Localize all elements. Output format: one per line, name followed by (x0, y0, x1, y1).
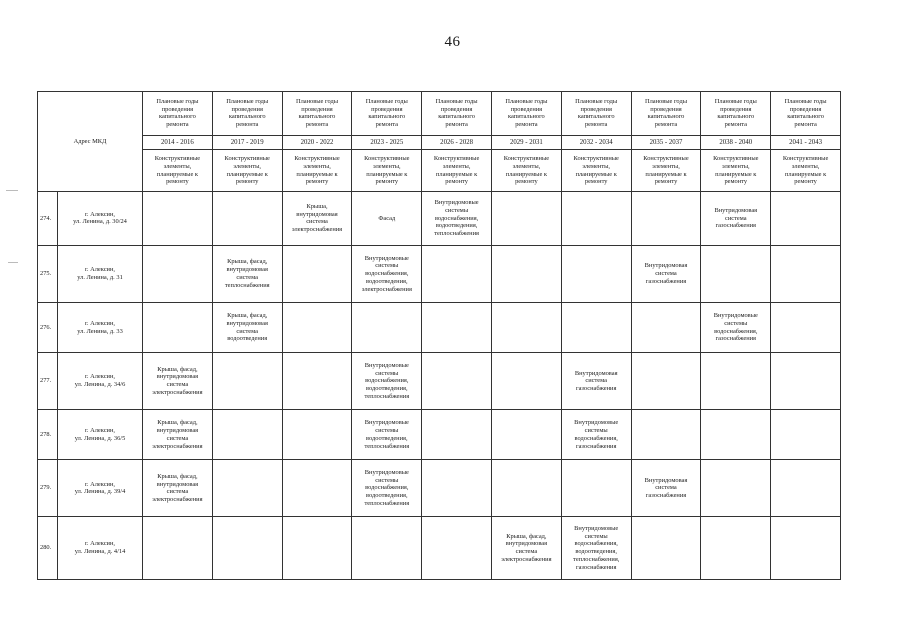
planned-years-header: Плановые годы проведения капитального ремонта (352, 92, 422, 136)
building-address: г. Алексин, ул. Ленина, д. 33 (58, 303, 143, 353)
planned-years-header: Плановые годы проведения капитального ремонта (492, 92, 562, 136)
planned-elements-cell (352, 517, 422, 580)
planned-elements-cell (212, 517, 282, 580)
planned-elements-cell: Внутридомовые системы водоснабжения, водоотведения, теплоснабжения (422, 191, 492, 245)
elements-header: Конструктивные элементы, планируемые к ремонту (561, 150, 631, 192)
planned-elements-cell (143, 303, 213, 353)
scan-margin-mark (8, 262, 18, 263)
planned-elements-cell: Внутридомовые системы водоснабжения, водоотведения, электроснабжения (352, 245, 422, 302)
planned-elements-cell (701, 353, 771, 410)
planned-elements-cell (561, 460, 631, 517)
building-address: г. Алексин, ул. Ленина, д. 31 (58, 245, 143, 302)
table-row (38, 245, 841, 302)
row-number: 276. (38, 303, 58, 353)
planned-elements-cell: Внутридомовые системы водоснабжения, водоотведения, теплоснабжения (352, 353, 422, 410)
planned-elements-cell (212, 353, 282, 410)
planned-elements-cell (282, 460, 352, 517)
elements-header: Конструктивные элементы, планируемые к ремонту (282, 150, 352, 192)
elements-header: Конструктивные элементы, планируемые к ремонту (212, 150, 282, 192)
planned-elements-cell (212, 410, 282, 460)
table-row (38, 303, 841, 353)
planned-elements-cell: Внутридомовая система газоснабжения (561, 353, 631, 410)
planned-elements-cell (492, 410, 562, 460)
planned-elements-cell (771, 303, 841, 353)
planned-elements-cell (492, 191, 562, 245)
period-header: 2023 - 2025 (352, 135, 422, 150)
planned-elements-cell: Крыша, фасад, внутридомовая система теплоснабжения (212, 245, 282, 302)
planned-elements-cell: Внутридомовые системы водоотведения, теплоснабжения (352, 410, 422, 460)
header-row-elements (38, 150, 841, 192)
planned-elements-cell: Фасад (352, 191, 422, 245)
page-number: 46 (444, 34, 461, 50)
period-header: 2017 - 2019 (212, 135, 282, 150)
address-header: Адрес МКД (38, 92, 143, 192)
planned-elements-cell (771, 245, 841, 302)
period-header: 2035 - 2037 (631, 135, 701, 150)
planned-elements-cell (771, 353, 841, 410)
row-number: 275. (38, 245, 58, 302)
planned-elements-cell (143, 191, 213, 245)
planned-elements-cell (771, 517, 841, 580)
planned-years-header: Плановые годы проведения капитального ремонта (143, 92, 213, 136)
planned-elements-cell (492, 245, 562, 302)
planned-elements-cell: Внутридомовые системы водоснабжения, водоотведения, теплоснабжения, газоснабжения (561, 517, 631, 580)
planned-elements-cell (212, 191, 282, 245)
planned-elements-cell (701, 410, 771, 460)
planned-elements-cell: Крыша, внутридомовая система электроснабжения (282, 191, 352, 245)
table-row (38, 460, 841, 517)
building-address: г. Алексин, ул. Ленина, д. 39/4 (58, 460, 143, 517)
planned-elements-cell (492, 353, 562, 410)
elements-header: Конструктивные элементы, планируемые к ремонту (631, 150, 701, 192)
planned-elements-cell (701, 460, 771, 517)
planned-elements-cell (701, 245, 771, 302)
planned-elements-cell: Внутридомовые системы водоснабжения, газоснабжения (561, 410, 631, 460)
period-header: 2020 - 2022 (282, 135, 352, 150)
planned-elements-cell (422, 353, 492, 410)
elements-header: Конструктивные элементы, планируемые к ремонту (771, 150, 841, 192)
row-number: 279. (38, 460, 58, 517)
planned-years-header: Плановые годы проведения капитального ремонта (561, 92, 631, 136)
elements-header: Конструктивные элементы, планируемые к ремонту (492, 150, 562, 192)
period-header: 2029 - 2031 (492, 135, 562, 150)
row-number: 274. (38, 191, 58, 245)
period-header: 2038 - 2040 (701, 135, 771, 150)
planned-elements-cell (282, 353, 352, 410)
planned-elements-cell (422, 517, 492, 580)
planned-elements-cell: Крыша, фасад, внутридомовая система водоотведения (212, 303, 282, 353)
planned-elements-cell: Внутридомовая система газоснабжения (631, 460, 701, 517)
planned-elements-cell: Крыша, фасад, внутридомовая система электроснабжения (143, 353, 213, 410)
planned-elements-cell: Крыша, фасад, внутридомовая система электроснабжения (492, 517, 562, 580)
elements-header: Конструктивные элементы, планируемые к ремонту (143, 150, 213, 192)
planned-elements-cell (771, 410, 841, 460)
planned-elements-cell (143, 245, 213, 302)
building-address: г. Алексин, ул. Ленина, д. 36/5 (58, 410, 143, 460)
planned-elements-cell (422, 460, 492, 517)
planned-elements-cell (143, 517, 213, 580)
planned-years-header: Плановые годы проведения капитального ремонта (631, 92, 701, 136)
table-row (38, 353, 841, 410)
elements-header: Конструктивные элементы, планируемые к ремонту (701, 150, 771, 192)
planned-elements-cell (282, 517, 352, 580)
planned-years-header: Плановые годы проведения капитального ремонта (282, 92, 352, 136)
elements-header: Конструктивные элементы, планируемые к ремонту (422, 150, 492, 192)
planned-elements-cell (701, 517, 771, 580)
planned-elements-cell: Крыша, фасад, внутридомовая система электроснабжения (143, 460, 213, 517)
planned-elements-cell: Внутридомовая система газоснабжения (631, 245, 701, 302)
planned-elements-cell (561, 245, 631, 302)
planned-elements-cell (282, 245, 352, 302)
elements-header: Конструктивные элементы, планируемые к ремонту (352, 150, 422, 192)
planned-elements-cell (492, 303, 562, 353)
building-address: г. Алексин, ул. Ленина, д. 4/14 (58, 517, 143, 580)
period-header: 2026 - 2028 (422, 135, 492, 150)
row-number: 280. (38, 517, 58, 580)
row-number: 278. (38, 410, 58, 460)
header-row-periods (38, 135, 841, 150)
planned-years-header: Плановые годы проведения капитального ремонта (701, 92, 771, 136)
planned-elements-cell (282, 303, 352, 353)
building-address: г. Алексин, ул. Ленина, д. 34/6 (58, 353, 143, 410)
planned-elements-cell (352, 303, 422, 353)
planned-elements-cell (212, 460, 282, 517)
planned-elements-cell (422, 303, 492, 353)
planned-elements-cell: Внутридомовые системы водоснабжения, газоснабжения (701, 303, 771, 353)
planned-years-header: Плановые годы проведения капитального ремонта (422, 92, 492, 136)
planned-elements-cell (561, 191, 631, 245)
header-row-planned (38, 92, 841, 136)
period-header: 2032 - 2034 (561, 135, 631, 150)
planned-elements-cell: Внутридомовая система газоснабжения (701, 191, 771, 245)
planned-elements-cell (561, 303, 631, 353)
building-address: г. Алексин, ул. Ленина, д. 30/24 (58, 191, 143, 245)
table-row (38, 410, 841, 460)
planned-elements-cell (492, 460, 562, 517)
planned-elements-cell (631, 410, 701, 460)
planned-elements-cell (422, 245, 492, 302)
planned-elements-cell (631, 517, 701, 580)
table-row (38, 517, 841, 580)
planned-years-header: Плановые годы проведения капитального ремонта (212, 92, 282, 136)
planned-elements-cell (282, 410, 352, 460)
planned-elements-cell (422, 410, 492, 460)
planned-elements-cell: Крыша, фасад, внутридомовая система электроснабжения (143, 410, 213, 460)
row-number: 277. (38, 353, 58, 410)
planned-elements-cell: Внутридомовые системы водоснабжения, водоотведения, теплоснабжения (352, 460, 422, 517)
planned-elements-cell (771, 460, 841, 517)
table-row (38, 191, 841, 245)
scan-margin-mark (6, 190, 18, 191)
period-header: 2014 - 2016 (143, 135, 213, 150)
capital-repair-schedule-table (37, 91, 841, 580)
planned-elements-cell (631, 191, 701, 245)
period-header: 2041 - 2043 (771, 135, 841, 150)
planned-elements-cell (631, 353, 701, 410)
planned-elements-cell (771, 191, 841, 245)
planned-years-header: Плановые годы проведения капитального ремонта (771, 92, 841, 136)
planned-elements-cell (631, 303, 701, 353)
